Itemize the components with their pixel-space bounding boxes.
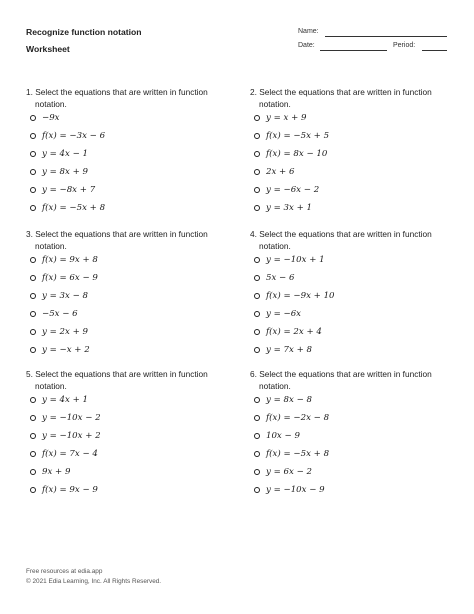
- option-equation: y = 8x + 9: [42, 167, 88, 177]
- question-3-prompt: [26, 228, 208, 240]
- question-prompt-line1: Select the equations that are written in function: [35, 369, 208, 379]
- option-equation: y = −10x − 9: [266, 485, 325, 495]
- q3-option-1[interactable]: [30, 253, 98, 267]
- q1-option-6[interactable]: [30, 201, 105, 215]
- option-equation: y = 8x − 8: [266, 395, 312, 405]
- q3-option-2[interactable]: [30, 271, 98, 285]
- q3-option-3[interactable]: [30, 289, 88, 303]
- q3-option-5[interactable]: [30, 325, 88, 339]
- q2-option-3[interactable]: [254, 147, 327, 161]
- option-equation: f(x) = −3x − 6: [42, 131, 106, 141]
- radio-circle-icon[interactable]: [254, 329, 260, 335]
- radio-circle-icon[interactable]: [30, 169, 36, 175]
- radio-circle-icon[interactable]: [30, 397, 36, 403]
- q1-option-3[interactable]: [30, 147, 88, 161]
- q5-option-6[interactable]: [30, 483, 98, 497]
- radio-circle-icon[interactable]: [254, 115, 260, 121]
- radio-circle-icon[interactable]: [30, 415, 36, 421]
- question-prompt-line1: Select the equations that are written in function: [259, 229, 432, 239]
- question-number: 4.: [250, 229, 257, 239]
- question-6-prompt: [250, 368, 432, 380]
- question-prompt-line2: notation.: [35, 241, 67, 251]
- radio-circle-icon[interactable]: [30, 487, 36, 493]
- radio-circle-icon[interactable]: [254, 293, 260, 299]
- q4-option-6[interactable]: [254, 343, 312, 357]
- q5-option-5[interactable]: [30, 465, 70, 479]
- worksheet-header: [26, 26, 142, 55]
- option-equation: y = 4x + 1: [42, 395, 88, 405]
- radio-circle-icon[interactable]: [254, 311, 260, 317]
- q2-option-5[interactable]: [254, 183, 319, 197]
- question-5-prompt: [26, 368, 208, 380]
- q4-option-1[interactable]: [254, 253, 325, 267]
- option-equation: y = −10x + 1: [266, 255, 325, 265]
- radio-circle-icon[interactable]: [254, 433, 260, 439]
- q2-option-2[interactable]: [254, 129, 329, 143]
- radio-circle-icon[interactable]: [254, 469, 260, 475]
- radio-circle-icon[interactable]: [30, 293, 36, 299]
- radio-circle-icon[interactable]: [254, 205, 260, 211]
- option-equation: y = −10x + 2: [42, 431, 101, 441]
- radio-circle-icon[interactable]: [254, 397, 260, 403]
- question-number: 1.: [26, 87, 33, 97]
- question-1-prompt: [26, 86, 208, 98]
- question-prompt-line2: notation.: [35, 381, 67, 391]
- footer-copyright: © 2021 Edia Learning, Inc. All Rights Reserved.: [26, 578, 162, 585]
- option-equation: −9x: [42, 113, 60, 123]
- option-equation: 10x − 9: [266, 431, 300, 441]
- option-equation: y = −10x − 2: [42, 413, 101, 423]
- name-field-line[interactable]: [325, 36, 447, 37]
- q5-option-1[interactable]: [30, 393, 88, 407]
- option-equation: 2x + 6: [266, 167, 295, 177]
- q1-option-1[interactable]: [30, 111, 60, 125]
- option-equation: f(x) = −5x + 5: [266, 131, 330, 141]
- option-equation: y = 4x − 1: [42, 149, 88, 159]
- radio-circle-icon[interactable]: [254, 169, 260, 175]
- name-label: Name:: [298, 28, 319, 35]
- option-equation: y = −x + 2: [42, 345, 90, 355]
- q1-option-2[interactable]: [30, 129, 105, 143]
- q6-option-4[interactable]: [254, 447, 329, 461]
- option-equation: −5x − 6: [42, 309, 78, 319]
- q2-option-4[interactable]: [254, 165, 294, 179]
- radio-circle-icon[interactable]: [254, 133, 260, 139]
- option-equation: f(x) = 8x − 10: [266, 149, 328, 159]
- radio-circle-icon[interactable]: [254, 347, 260, 353]
- question-number: 6.: [250, 369, 257, 379]
- q5-option-4[interactable]: [30, 447, 98, 461]
- period-field-line[interactable]: [422, 50, 447, 51]
- option-equation: y = 3x + 1: [266, 203, 312, 213]
- q2-option-6[interactable]: [254, 201, 312, 215]
- question-prompt-line1: Select the equations that are written in function: [35, 229, 208, 239]
- option-equation: f(x) = −5x + 8: [42, 203, 106, 213]
- question-prompt-line1: Select the equations that are written in function: [259, 87, 432, 97]
- q3-option-4[interactable]: [30, 307, 78, 321]
- radio-circle-icon[interactable]: [30, 151, 36, 157]
- date-field-line[interactable]: [320, 50, 387, 51]
- option-equation: y = −8x + 7: [42, 185, 96, 195]
- q6-option-3[interactable]: [254, 429, 300, 443]
- option-equation: f(x) = 2x + 4: [266, 327, 322, 337]
- q5-option-3[interactable]: [30, 429, 101, 443]
- footer-resources: Free resources at edia.app: [26, 568, 103, 575]
- radio-circle-icon[interactable]: [30, 187, 36, 193]
- q4-option-4[interactable]: [254, 307, 301, 321]
- radio-circle-icon[interactable]: [30, 329, 36, 335]
- option-equation: f(x) = 9x − 9: [42, 485, 98, 495]
- question-number: 5.: [26, 369, 33, 379]
- option-equation: y = 2x + 9: [42, 327, 88, 337]
- option-equation: f(x) = −9x + 10: [266, 291, 335, 301]
- radio-circle-icon[interactable]: [254, 415, 260, 421]
- q6-option-6[interactable]: [254, 483, 325, 497]
- option-equation: y = 3x − 8: [42, 291, 88, 301]
- radio-circle-icon[interactable]: [30, 275, 36, 281]
- option-equation: y = 7x + 8: [266, 345, 312, 355]
- question-2-prompt: [250, 86, 432, 98]
- option-equation: f(x) = 7x − 4: [42, 449, 98, 459]
- option-equation: y = −6x: [266, 309, 302, 319]
- q6-option-2[interactable]: [254, 411, 329, 425]
- q4-option-2[interactable]: [254, 271, 294, 285]
- question-prompt-line1: Select the equations that are written in function: [35, 87, 208, 97]
- option-equation: y = 6x − 2: [266, 467, 312, 477]
- radio-circle-icon[interactable]: [30, 115, 36, 121]
- worksheet-subtitle: Worksheet: [26, 44, 70, 54]
- radio-circle-icon[interactable]: [254, 257, 260, 263]
- period-label: Period:: [393, 42, 416, 49]
- q3-option-6[interactable]: [30, 343, 90, 357]
- question-prompt-line1: Select the equations that are written in function: [259, 369, 432, 379]
- radio-circle-icon[interactable]: [30, 205, 36, 211]
- q1-option-5[interactable]: [30, 183, 95, 197]
- radio-circle-icon[interactable]: [30, 257, 36, 263]
- radio-circle-icon[interactable]: [30, 433, 36, 439]
- q4-option-5[interactable]: [254, 325, 322, 339]
- radio-circle-icon[interactable]: [30, 451, 36, 457]
- radio-circle-icon[interactable]: [254, 151, 260, 157]
- worksheet-title: Recognize function notation: [26, 27, 142, 37]
- radio-circle-icon[interactable]: [30, 469, 36, 475]
- option-equation: y = −6x − 2: [266, 185, 320, 195]
- question-4-prompt: [250, 228, 432, 240]
- q6-option-1[interactable]: [254, 393, 312, 407]
- q6-option-5[interactable]: [254, 465, 312, 479]
- option-equation: 5x − 6: [266, 273, 295, 283]
- q2-option-1[interactable]: [254, 111, 307, 125]
- option-equation: y = x + 9: [266, 113, 307, 123]
- option-equation: f(x) = −5x + 8: [266, 449, 330, 459]
- radio-circle-icon[interactable]: [30, 347, 36, 353]
- radio-circle-icon[interactable]: [254, 187, 260, 193]
- question-prompt-line2: notation.: [259, 241, 291, 251]
- question-number: 3.: [26, 229, 33, 239]
- radio-circle-icon[interactable]: [254, 451, 260, 457]
- question-prompt-line2: notation.: [35, 99, 67, 109]
- date-label: Date:: [298, 42, 315, 49]
- option-equation: f(x) = 6x − 9: [42, 273, 98, 283]
- question-prompt-line2: notation.: [259, 99, 291, 109]
- q4-option-3[interactable]: [254, 289, 335, 303]
- option-equation: f(x) = 9x + 8: [42, 255, 98, 265]
- q1-option-4[interactable]: [30, 165, 88, 179]
- radio-circle-icon[interactable]: [254, 275, 260, 281]
- question-prompt-line2: notation.: [259, 381, 291, 391]
- q5-option-2[interactable]: [30, 411, 101, 425]
- option-equation: 9x + 9: [42, 467, 71, 477]
- question-number: 2.: [250, 87, 257, 97]
- radio-circle-icon[interactable]: [30, 133, 36, 139]
- radio-circle-icon[interactable]: [254, 487, 260, 493]
- option-equation: f(x) = −2x − 8: [266, 413, 330, 423]
- radio-circle-icon[interactable]: [30, 311, 36, 317]
